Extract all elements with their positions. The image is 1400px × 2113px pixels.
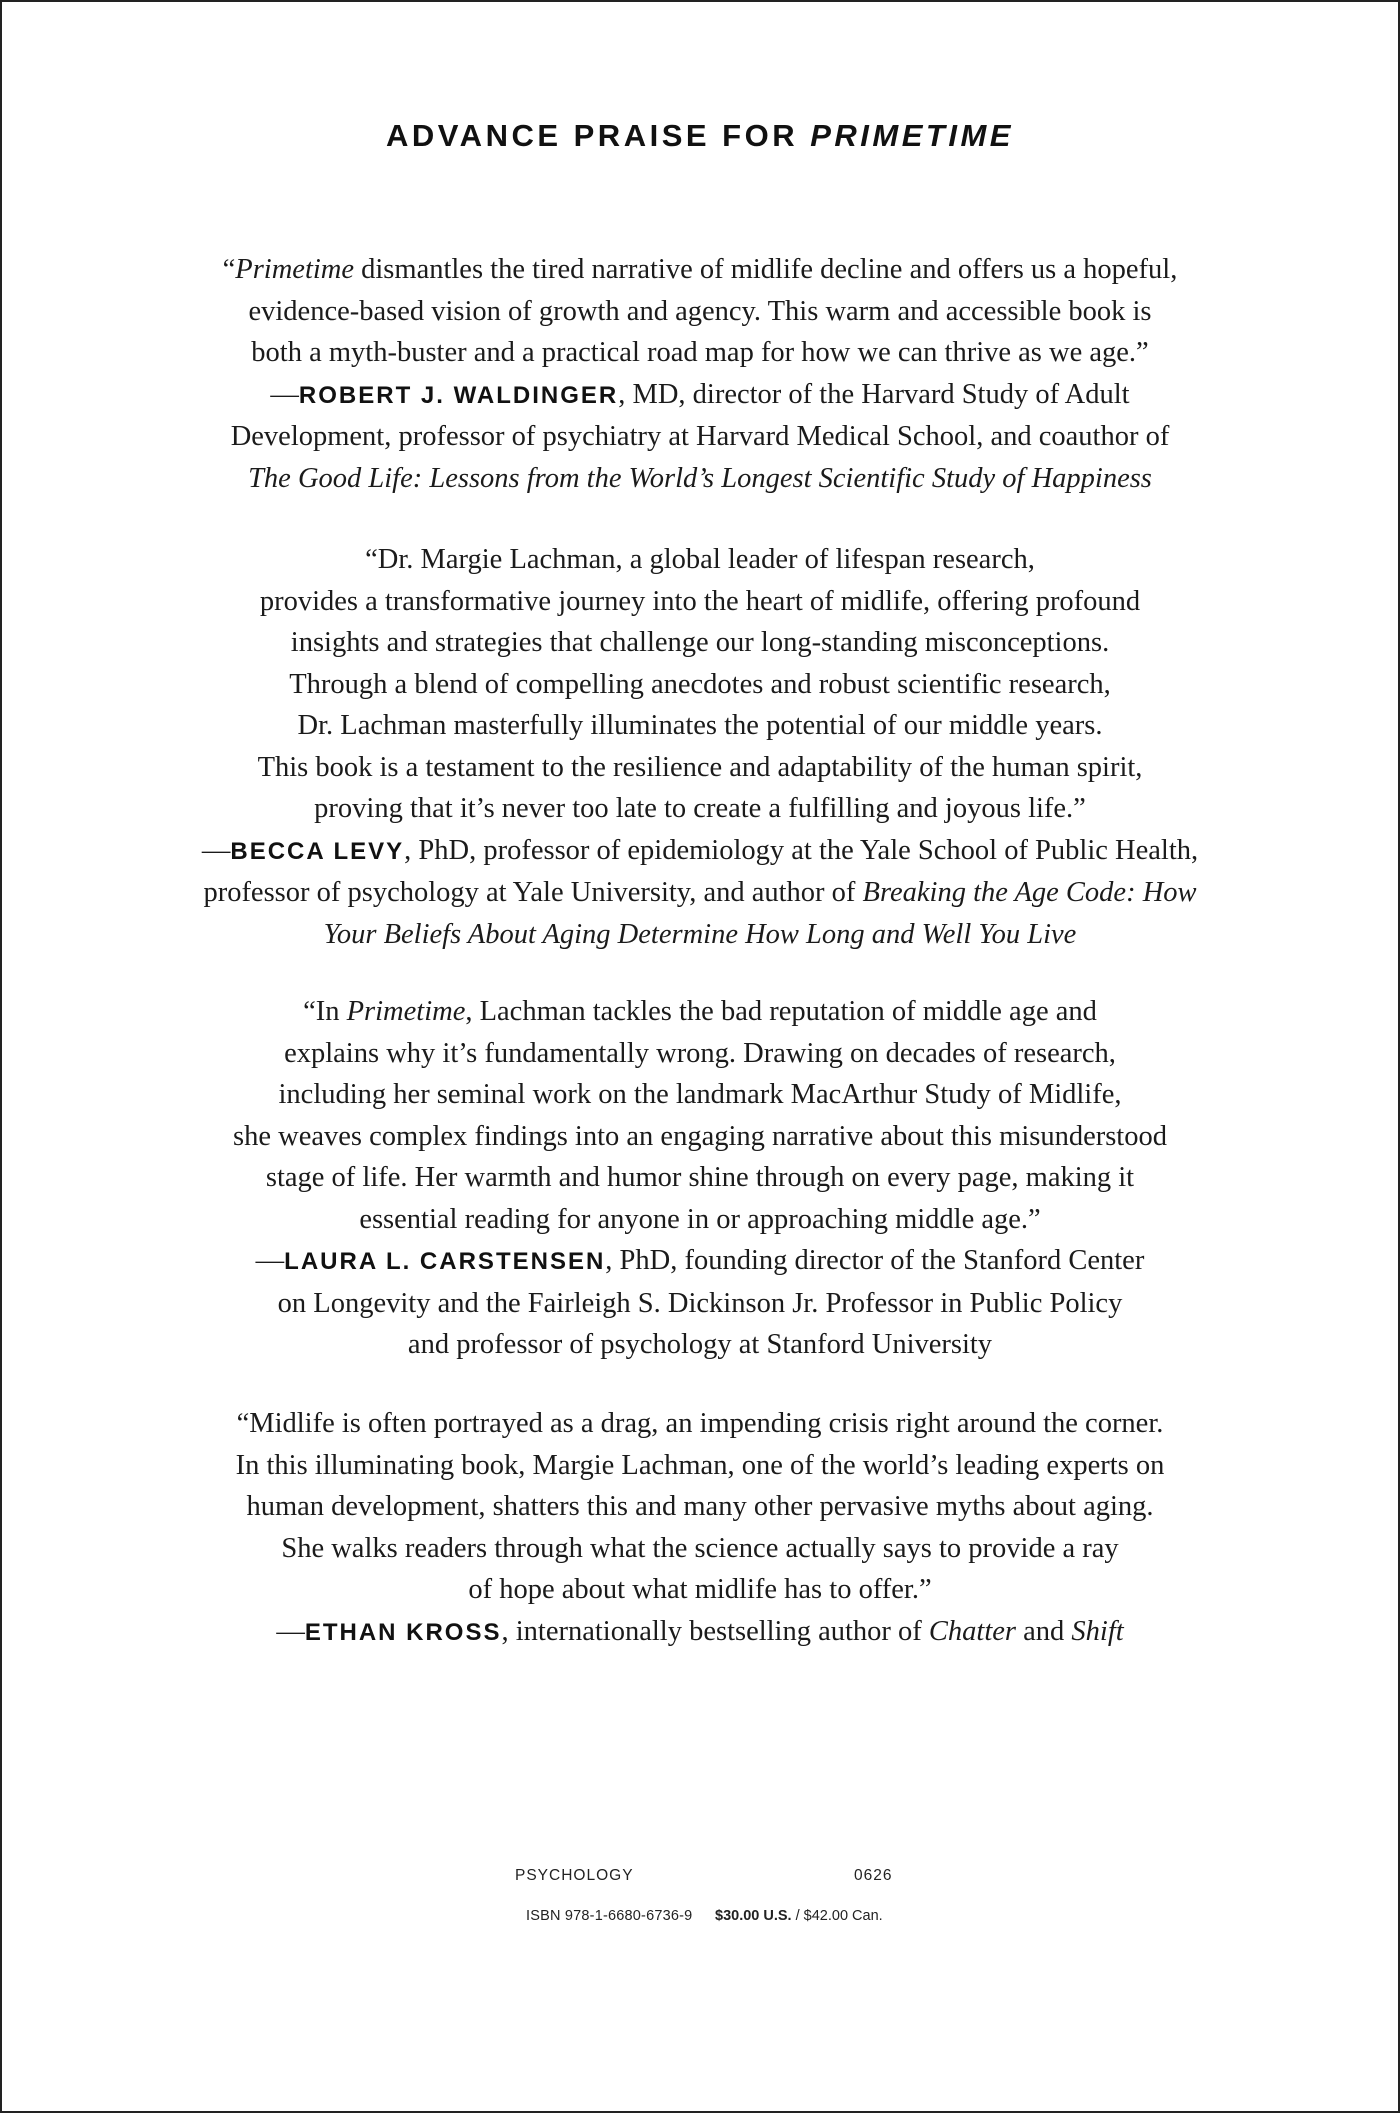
quote-text: including her seminal work on the landmark MacArthur Study of Midlife, <box>278 1079 1122 1110</box>
quote-text: provides a transformative journey into the heart of midlife, offering profound <box>259 585 1141 617</box>
quote-text: explains why it’s fundamentally wrong. Drawing on decades of research, <box>284 1037 1116 1069</box>
category-code: 0626 <box>854 1867 893 1884</box>
endorser-name: LAURA L. CARSTENSEN <box>284 1248 606 1275</box>
heading-book-title: PRIMETIME <box>810 118 1014 153</box>
quote-line <box>102 664 1298 706</box>
attribution-text: Development, professor of psychiatry at Harvard Medical School, and coauthor of <box>230 421 1170 452</box>
page-heading <box>2 118 1398 154</box>
attribution-italic-text: The Good Life: Lessons from the World’s Longest Scientific Study of Happiness <box>248 462 1152 494</box>
quote-text: proving that it’s never too late to create a fulfilling and joyous life.” <box>314 793 1086 824</box>
quote-text: essential reading for anyone in or approaching middle age.” <box>359 1203 1041 1235</box>
attribution-line <box>102 374 1298 417</box>
praise-blurb-levy <box>102 539 1298 955</box>
attribution-line <box>102 830 1298 873</box>
endorser-name: ETHAN KROSS <box>304 1618 502 1646</box>
quote-text: evidence-based vision of growth and agency. This warm and accessible book is <box>248 295 1152 327</box>
quote-text: dismantles the tired narrative of midlife decline and offers us a hopeful, <box>354 254 1178 285</box>
quote-line <box>102 1074 1298 1116</box>
quote-text: human development, shatters this and many other pervasive myths about aging. <box>246 1491 1154 1522</box>
attribution-text: , internationally bestselling author of <box>501 1615 929 1647</box>
quote-line <box>102 581 1298 623</box>
price-canada: $42.00 Can. <box>803 1908 883 1924</box>
quote-text: stage of life. Her warmth and humor shine through on every page, making it <box>265 1162 1135 1193</box>
attribution-text: and professor of psychology at Stanford University <box>407 1329 993 1360</box>
endorser-name: ROBERT J. WALDINGER <box>298 381 619 409</box>
attribution-line <box>102 872 1298 914</box>
attribution-text: professor of psychology at Yale University, and author of <box>203 877 863 908</box>
quote-line <box>102 991 1298 1033</box>
attribution-text: — <box>255 1245 285 1276</box>
attribution-text: — <box>276 1615 305 1647</box>
quote-line <box>102 705 1298 747</box>
quote-line <box>102 1033 1298 1075</box>
attribution-line <box>102 1611 1298 1654</box>
attribution-line <box>102 1240 1298 1283</box>
attribution-text: on Longevity and the Fairleigh S. Dickinson Jr. Professor in Public Policy <box>277 1287 1123 1319</box>
attribution-line <box>102 458 1298 500</box>
quote-italic-text: Primetime <box>235 254 355 285</box>
quote-text: , Lachman tackles the bad reputation of middle age and <box>465 996 1097 1027</box>
quote-text: she weaves complex findings into an engaging narrative about this misunderstood <box>233 1120 1167 1152</box>
quote-italic-text: Primetime <box>346 996 466 1027</box>
quote-line <box>102 332 1298 374</box>
quote-line <box>102 1528 1298 1570</box>
attribution-text: , PhD, professor of epidemiology at the Yale School of Public Health, <box>404 834 1199 866</box>
attribution-italic-text: Chatter <box>928 1615 1016 1647</box>
quote-line <box>102 1569 1298 1611</box>
quote-text: Through a blend of compelling anecdotes and robust scientific research, <box>289 668 1111 700</box>
attribution-text: and <box>1016 1615 1072 1647</box>
quote-text: insights and strategies that challenge our long-standing misconceptions. <box>290 627 1110 658</box>
quote-text: both a myth-buster and a practical road map for how we can thrive as we age.” <box>251 337 1149 368</box>
praise-blurb-kross <box>102 1403 1298 1653</box>
praise-blurb-waldinger <box>102 249 1298 499</box>
quote-text: In this illuminating book, Margie Lachman, one of the world’s leading experts on <box>235 1449 1165 1481</box>
price-label <box>715 1908 883 1924</box>
attribution-line <box>102 1283 1298 1325</box>
attribution-line <box>102 1324 1298 1366</box>
quote-line <box>102 747 1298 789</box>
quote-line <box>102 622 1298 664</box>
attribution-text: — <box>270 378 299 410</box>
attribution-line <box>102 914 1298 956</box>
price-us: $30.00 U.S. <box>715 1908 792 1924</box>
price-separator: / <box>791 1908 804 1924</box>
quote-line <box>102 1403 1298 1445</box>
quote-text: She walks readers through what the science actually says to provide a ray <box>281 1532 1119 1564</box>
quote-line <box>102 291 1298 333</box>
quote-line <box>102 1486 1298 1528</box>
quote-text: Dr. Lachman masterfully illuminates the potential of our middle years. <box>297 710 1103 741</box>
quote-line <box>102 1157 1298 1199</box>
quote-text: “Midlife is often portrayed as a drag, an impending crisis right around the corner. <box>236 1408 1164 1439</box>
quote-text: This book is a testament to the resilience and adaptability of the human spirit, <box>257 751 1143 783</box>
attribution-italic-text: Your Beliefs About Aging Determine How Long and Well You Live <box>323 918 1077 950</box>
quote-line <box>102 788 1298 830</box>
quote-text: “ <box>222 254 236 285</box>
attribution-italic-text: Shift <box>1071 1615 1124 1647</box>
quote-line <box>102 1199 1298 1241</box>
heading-prefix: ADVANCE PRAISE FOR <box>386 118 811 153</box>
endorser-name: BECCA LEVY <box>230 837 405 865</box>
quote-text: of hope about what midlife has to offer.” <box>468 1574 932 1605</box>
attribution-italic-text: Breaking the Age Code: How <box>862 877 1197 908</box>
attribution-text: , MD, director of the Harvard Study of Adult <box>618 378 1130 410</box>
attribution-line <box>102 416 1298 458</box>
quote-text: “In <box>303 996 347 1027</box>
attribution-text: — <box>201 834 231 866</box>
quote-line <box>102 1445 1298 1487</box>
quote-line <box>102 249 1298 291</box>
quote-line <box>102 539 1298 581</box>
quote-text: “Dr. Margie Lachman, a global leader of lifespan research, <box>365 544 1035 575</box>
isbn-label: ISBN 978-1-6680-6736-9 <box>526 1908 693 1924</box>
category-label: PSYCHOLOGY <box>515 1867 634 1884</box>
attribution-text: , PhD, founding director of the Stanford Center <box>605 1245 1145 1276</box>
quote-line <box>102 1116 1298 1158</box>
praise-blurb-carstensen <box>102 991 1298 1366</box>
